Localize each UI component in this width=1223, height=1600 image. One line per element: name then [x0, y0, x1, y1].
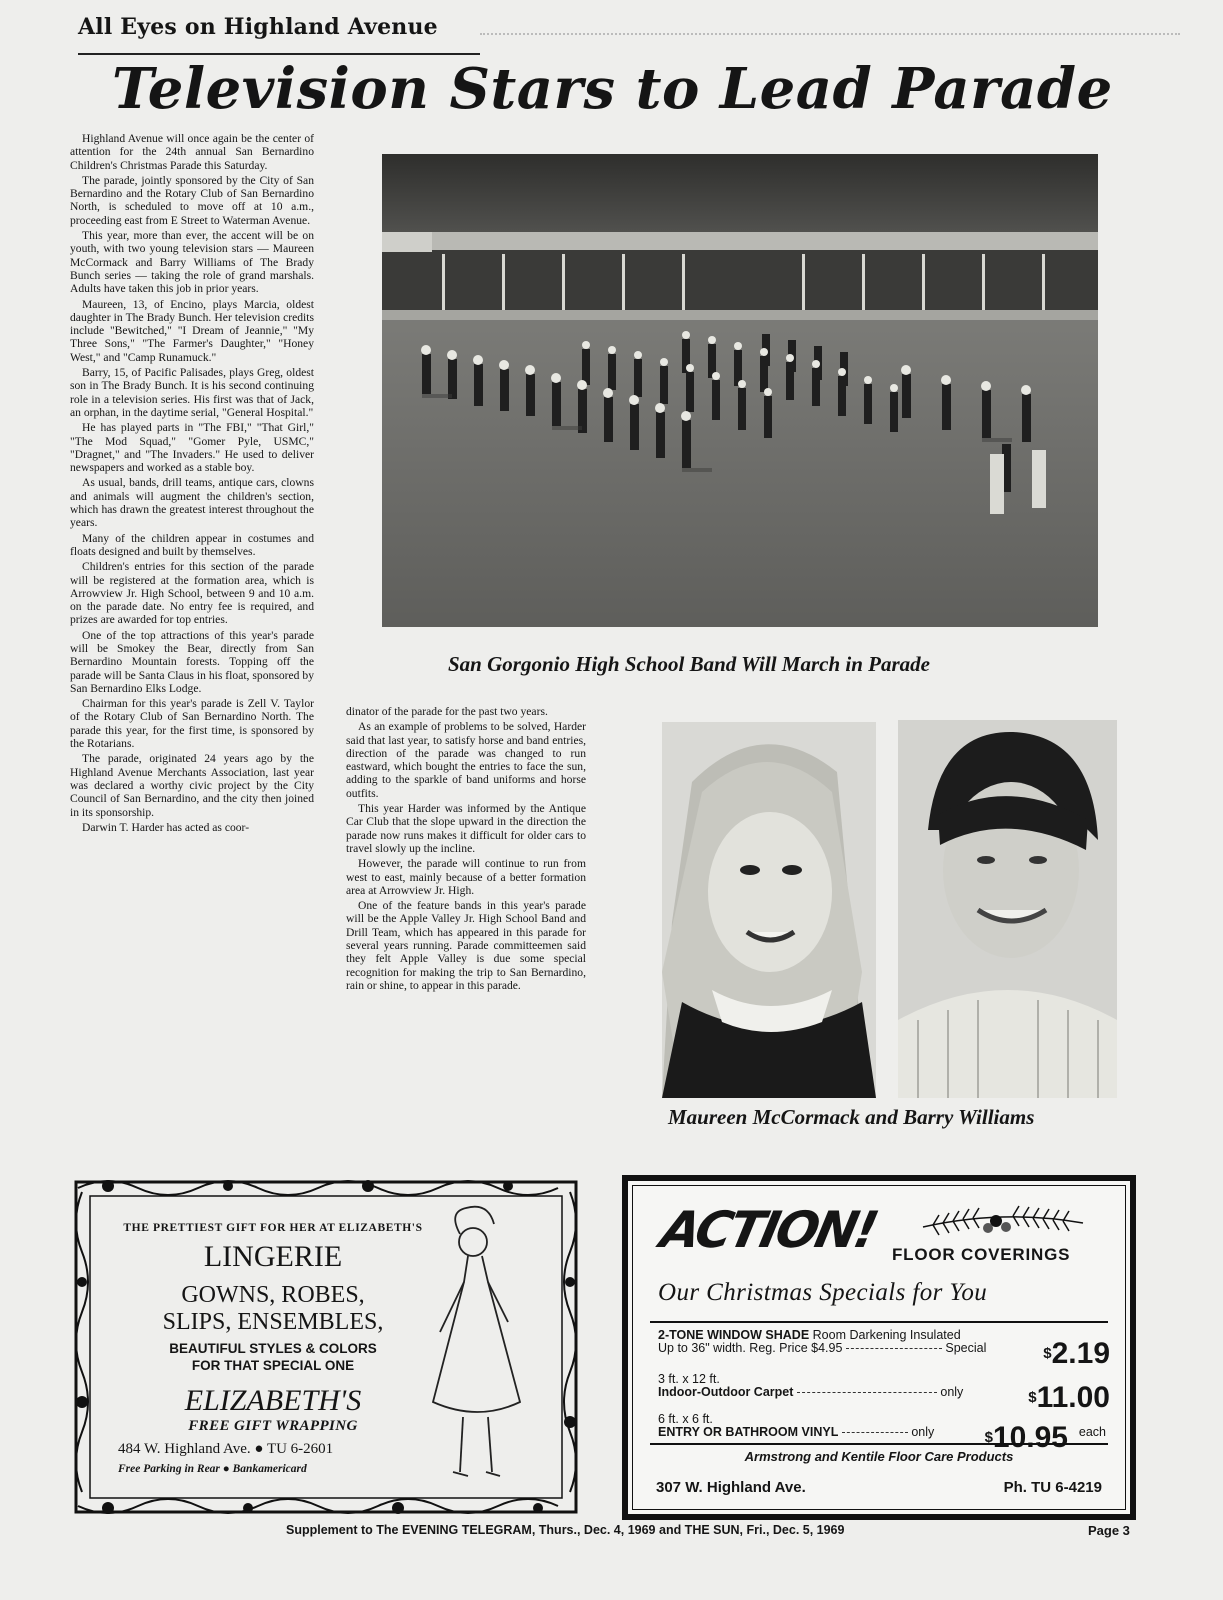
woman-illustration-icon — [433, 1207, 520, 1476]
price-label: Special — [945, 1341, 987, 1355]
price-value: 11.00 — [1036, 1381, 1110, 1414]
dollar-sign: $ — [1043, 1345, 1052, 1362]
article-column-2 — [346, 705, 586, 994]
maureen-photo — [662, 722, 876, 1098]
paragraph: Darwin T. Harder has acted as coor- — [82, 820, 250, 834]
store-address-line — [108, 1441, 438, 1458]
item-detail: Up to 36" width. Reg. Price $4.95 — [658, 1341, 843, 1355]
ad-items-line: SLIPS, ENSEMBLES, — [162, 1309, 384, 1335]
ad-items-line: GOWNS, ROBES, — [181, 1282, 365, 1308]
paragraph: However, the parade will continue to run from west to east, mainly because of a better formation area at Arrowview Jr. High. — [346, 857, 586, 897]
item-size: 3 ft. x 12 ft. — [658, 1372, 720, 1386]
item-name: ENTRY OR BATHROOM VINYL — [658, 1425, 839, 1439]
item-size: 6 ft. x 6 ft. — [658, 1412, 713, 1426]
band-photo — [382, 154, 1098, 627]
dollar-sign: $ — [984, 1429, 993, 1446]
leader-dots — [797, 1392, 937, 1393]
price-label: only — [940, 1385, 964, 1399]
dotted-rule — [480, 33, 1180, 35]
paragraph: Many of the children appear in costumes and floats designed and built by themselves. — [70, 531, 314, 558]
paragraph: This year Harder was informed by the Antique Car Club that the slope upward in the direction the parade now runs makes it difficult for older cars to travel slowly up the incline. — [346, 802, 586, 855]
kicker-headline: All Eyes on Highland Avenue — [78, 14, 438, 40]
paragraph: As an example of problems to be solved, Harder said that last year, to satisfy horse and band entries, direction of the parade was changed to run eastward, which bought the entries to face the sun, adding to the sparkle of band uniforms and horse outfits. — [346, 720, 586, 800]
ad-title: LINGERIE — [203, 1240, 343, 1273]
paragraph: One of the top attractions of this year's parade will be Smokey the Bear, directly from San Bernardino Mountain forests. Topping off the parade will be Santa Claus in his float, sponsored by San Bernardino Elks Lodge. — [70, 628, 314, 695]
ad-styles-line: FOR THAT SPECIAL ONE — [191, 1358, 355, 1373]
ad-tagline: THE PRETTIEST GIFT FOR HER AT ELIZABETH'S — [123, 1222, 423, 1234]
store-phone: TU 6-2601 — [266, 1441, 334, 1457]
brands-note: Armstrong and Kentile Floor Care Products — [744, 1449, 1014, 1464]
paragraph: Barry, 15, of Pacific Palisades, plays Greg, oldest son in The Brady Bunch. It is his second continuing role in a television series. His first was that of Jack, an orphan, in the daytime serial, "General Hospital." — [70, 366, 314, 419]
special-item-shade — [658, 1328, 1110, 1370]
paragraph: The parade, originated 24 years ago by the Highland Avenue Merchants Association, last year was declared a worthy civic project by the City Council of San Bernardino, and the city then joined in its sponsorship. — [70, 752, 314, 819]
leader-dots — [846, 1348, 942, 1349]
paragraph: dinator of the parade for the past two years. — [346, 705, 548, 718]
paragraph: As usual, bands, drill teams, antique cars, clowns and animals will augment the children's section, which has drawn the greatest interest throughout the years. — [70, 476, 314, 530]
store-name: ELIZABETH'S — [184, 1384, 362, 1417]
item-name: Indoor-Outdoor Carpet — [658, 1385, 794, 1399]
special-item-carpet — [658, 1372, 1110, 1414]
item-price — [1043, 1337, 1110, 1370]
ad-headline: Our Christmas Specials for You — [658, 1279, 988, 1306]
card-note: Bankamericard — [232, 1463, 307, 1475]
leader-dots — [842, 1432, 908, 1433]
lingerie-ad-text — [108, 1222, 438, 1475]
page-number: Page 3 — [1088, 1523, 1130, 1538]
pine-bough-icon — [918, 1197, 1088, 1247]
store-address: 484 W. Highland Ave. — [118, 1441, 251, 1457]
dollar-sign: $ — [1028, 1389, 1037, 1406]
paragraph: Highland Avenue will once again be the center of attention for the 24th annual San Bernardino Children's Christmas Parade this Saturday. — [70, 132, 314, 172]
barry-portrait-image — [898, 720, 1117, 1098]
paragraph: Chairman for this year's parade is Zell V. Taylor of the Rotary Club of San Bernardino North. The parade this year, for the first time, is sponsored by the Rotarians. — [70, 697, 314, 751]
price-value: 10.95 — [992, 1421, 1068, 1454]
special-item-vinyl — [658, 1412, 1106, 1454]
item-name: 2-TONE WINDOW SHADE — [658, 1328, 810, 1342]
paragraph: This year, more than ever, the accent will be on youth, with two young television stars — Maureen McCormack and Barry Williams of The Brady Bunch series — taking the role of grand marshals. Adults have taken this job in prior years. — [70, 229, 314, 296]
elizabeths-lingerie-ad — [68, 1172, 584, 1520]
price-unit: each — [1078, 1425, 1106, 1439]
store-phone: Ph. TU 6-4219 — [1003, 1479, 1102, 1496]
band-photo-caption: San Gorgonio High School Band Will March in Parade — [448, 652, 930, 676]
price-value: 2.19 — [1051, 1337, 1110, 1370]
gift-wrap-note: FREE GIFT WRAPPING — [188, 1418, 358, 1434]
action-logo: ACTION! — [655, 1201, 881, 1259]
ad-subtitle: FLOOR COVERINGS — [892, 1245, 1071, 1264]
barry-photo — [898, 720, 1117, 1098]
paragraph: The parade, jointly sponsored by the City of San Bernardino and the Rotary Club of San Bernardino North, is scheduled to move off at 10 a.m., proceeding east from E Street to Waterman Avenue. — [70, 173, 314, 227]
main-headline: Television Stars to Lead Parade — [112, 56, 1113, 122]
portraits-caption: Maureen McCormack and Barry Williams — [668, 1105, 1035, 1129]
price-label: only — [911, 1425, 935, 1439]
page-footer: Supplement to The EVENING TELEGRAM, Thurs., Dec. 4, 1969 and THE SUN, Fri., Dec. 5, 1969 — [286, 1523, 845, 1537]
divider — [650, 1321, 1108, 1323]
ad-styles-line: BEAUTIFUL STYLES & COLORS — [169, 1341, 377, 1356]
paragraph: Maureen, 13, of Encino, plays Marcia, oldest daughter in The Brady Bunch. Her television credits include "Bewitched," "I Dream of Jeannie," "My Three Sons," "The Farmer's Daughter," "Honey West," and "Camp Runamuck." — [70, 297, 314, 364]
parking-line — [108, 1463, 438, 1475]
item-price — [1028, 1381, 1110, 1414]
parking-note: Free Parking in Rear — [118, 1463, 220, 1475]
bullet-icon: ● — [222, 1463, 233, 1475]
article-column-1 — [70, 132, 314, 836]
action-floor-coverings-ad — [622, 1175, 1136, 1520]
kicker-rule — [78, 53, 480, 55]
divider — [650, 1443, 1108, 1445]
bullet-icon: ● — [254, 1441, 267, 1457]
paragraph: He has played parts in "The FBI," "That Girl," "The Mod Squad," "Gomer Pyle, USMC," "Dragnet," and "The Invaders." He used to deliver newspapers and worked as a stable boy. — [70, 421, 314, 475]
item-detail: Room Darkening Insulated — [812, 1328, 961, 1342]
band-photo-image — [382, 154, 1098, 627]
paragraph: One of the feature bands in this year's parade will be the Apple Valley Jr. High School Band and Drill Team, which has appeared in this parade for several years running. Parade committeemen said they felt Apple Valley is due some special recognition for making the trip to San Bernardino, rain or shine, to appear in this parade. — [346, 899, 586, 992]
store-address: 307 W. Highland Ave. — [656, 1479, 806, 1496]
maureen-portrait-image — [662, 722, 876, 1098]
paragraph: Children's entries for this section of the parade will be registered at the formation area, which is Arrowview Jr. High School, between 9 and 10 a.m. on the parade date. No entry fee is required, and prizes are awarded for top entries. — [70, 560, 314, 627]
